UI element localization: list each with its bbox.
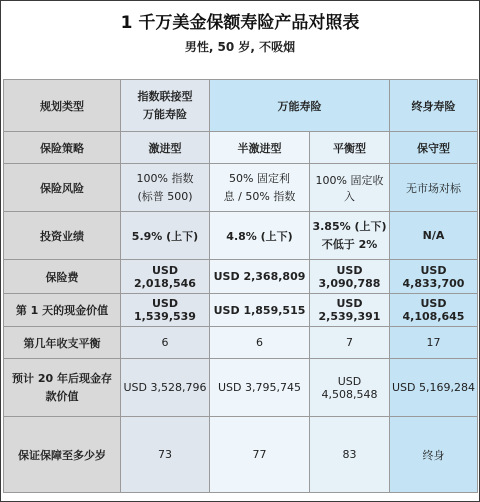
table-row-strategy xyxy=(4,132,478,164)
performance-cell-3-line-2: 不低于 2% xyxy=(321,237,378,251)
performance-cell-4: N/A xyxy=(390,212,478,260)
coverage-age-cell-3: 83 xyxy=(310,417,390,493)
table-row-cash-day1 xyxy=(4,294,478,327)
plan-type-cell-1-line-2: 万能寿险 xyxy=(143,107,187,121)
performance-cell-1: 5.9% (上下) xyxy=(121,212,210,260)
table-row-breakeven xyxy=(4,327,478,359)
performance-cell-3-line-1: 3.85% (上下) xyxy=(312,219,387,233)
table-row-plan-type xyxy=(4,80,478,132)
coverage-age-cell-1: 73 xyxy=(121,417,210,493)
row-label-cash-20y-line-1: 预计 20 年后现金存 xyxy=(12,371,112,385)
table-row-premium xyxy=(4,260,478,294)
row-label-cash-day1: 第 1 天的现金价值 xyxy=(4,294,121,327)
row-label-strategy: 保险策略 xyxy=(4,132,121,164)
breakeven-cell-3: 7 xyxy=(310,327,390,359)
strategy-cell-2: 半激进型 xyxy=(210,132,310,164)
risk-cell-1 xyxy=(121,164,210,212)
risk-cell-1-line-1: 100% 指数 xyxy=(136,171,194,185)
risk-cell-3: 100% 固定收入 xyxy=(310,164,390,212)
plan-type-cell-1-line-1: 指数联接型 xyxy=(137,89,193,103)
performance-cell-3 xyxy=(310,212,390,260)
page-title: 1 千万美金保额寿险产品对照表 xyxy=(120,13,360,33)
cash-20y-cell-2: USD 3,795,745 xyxy=(210,359,310,417)
breakeven-cell-4: 17 xyxy=(390,327,478,359)
cash-20y-cell-1: USD 3,528,796 xyxy=(121,359,210,417)
cash-20y-cell-3: USD 4,508,548 xyxy=(310,359,390,417)
risk-cell-4: 无市场对标 xyxy=(390,164,478,212)
plan-type-cell-universal: 万能寿险 xyxy=(210,80,390,132)
risk-cell-2-line-2: 息 / 50% 指数 xyxy=(223,189,296,203)
premium-cell-1: USD 2,018,546 xyxy=(121,260,210,294)
premium-cell-3: USD 3,090,788 xyxy=(310,260,390,294)
cash-20y-cell-4: USD 5,169,284 xyxy=(390,359,478,417)
strategy-cell-1: 激进型 xyxy=(121,132,210,164)
risk-cell-2 xyxy=(210,164,310,212)
strategy-cell-3: 平衡型 xyxy=(310,132,390,164)
table-row-risk xyxy=(4,164,478,212)
cash-day1-cell-4: USD 4,108,645 xyxy=(390,294,478,327)
page-subtitle: 男性, 50 岁, 不吸烟 xyxy=(184,40,296,54)
cash-day1-cell-1: USD 1,539,539 xyxy=(121,294,210,327)
row-label-performance: 投资业绩 xyxy=(4,212,121,260)
premium-cell-2: USD 2,368,809 xyxy=(210,260,310,294)
strategy-cell-4: 保守型 xyxy=(390,132,478,164)
coverage-age-cell-2: 77 xyxy=(210,417,310,493)
row-label-plan-type: 规划类型 xyxy=(4,80,121,132)
table-row-coverage-age xyxy=(4,417,478,493)
risk-cell-1-line-2: (标普 500) xyxy=(137,189,193,203)
row-label-premium: 保险费 xyxy=(4,260,121,294)
table-row-performance xyxy=(4,212,478,260)
performance-cell-2: 4.8% (上下) xyxy=(210,212,310,260)
plan-type-cell-whole-life: 终身寿险 xyxy=(390,80,478,132)
plan-type-cell-1 xyxy=(121,80,210,132)
table-row-cash-20y xyxy=(4,359,478,417)
cash-day1-cell-2: USD 1,859,515 xyxy=(210,294,310,327)
coverage-age-cell-4: 终身 xyxy=(390,417,478,493)
row-label-breakeven: 第几年收支平衡 xyxy=(4,327,121,359)
comparison-table xyxy=(3,79,478,493)
breakeven-cell-1: 6 xyxy=(121,327,210,359)
risk-cell-2-line-1: 50% 固定利 xyxy=(229,171,290,185)
breakeven-cell-2: 6 xyxy=(210,327,310,359)
cash-day1-cell-3: USD 2,539,391 xyxy=(310,294,390,327)
row-label-risk: 保险风险 xyxy=(4,164,121,212)
row-label-cash-20y xyxy=(4,359,121,417)
row-label-cash-20y-line-2: 款价值 xyxy=(45,389,79,403)
premium-cell-4: USD 4,833,700 xyxy=(390,260,478,294)
row-label-coverage-age: 保证保障至多少岁 xyxy=(4,417,121,493)
